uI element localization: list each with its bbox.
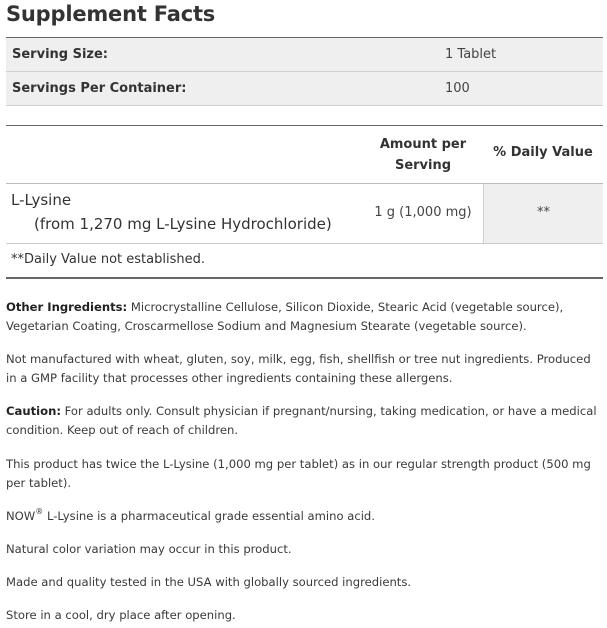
serving-size-value: 1 Tablet [445, 47, 497, 62]
strength-statement: This product has twice the L-Lysine (1,000 mg per tablet) as in our regular strength product (500 mg per tablet). [6, 457, 591, 490]
supplement-facts-table [6, 125, 603, 279]
other-ingredients-text: Microcrystalline Cellulose, Silicon Dioxide, Stearic Acid (vegetable source), Vegetarian Coating, Croscarmellose Sodium and Magnesium Stearate (vegetable source). [6, 300, 564, 333]
caution-text: For adults only. Consult physician if pregnant/nursing, taking medication, or have a medical condition. Keep out of reach of children. [6, 404, 597, 437]
ingredient-source: (from 1,270 mg L-Lysine Hydrochloride) [34, 215, 332, 233]
page-title: Supplement Facts [6, 2, 216, 26]
serving-size-label: Serving Size: [12, 47, 109, 62]
other-ingredients [6, 298, 603, 336]
allergen-statement: Not manufactured with wheat, gluten, soy, milk, egg, fish, shellfish or tree nut ingredients. Produced in a GMP facility that processes other ingredients containing these allergens. [6, 352, 591, 385]
daily-value: ** [537, 205, 550, 220]
servings-per-container-value: 100 [445, 81, 470, 96]
storage-note: Store in a cool, dry place after opening. [6, 608, 236, 622]
grade-statement [6, 507, 603, 526]
amount-header-line-2: Serving [394, 158, 452, 173]
amount-per-serving-header [363, 134, 483, 176]
daily-value-cell [483, 184, 603, 243]
table-row [6, 184, 603, 244]
caution-statement [6, 402, 603, 440]
serving-size-row [6, 38, 603, 72]
caution-label: Caution: [6, 404, 61, 418]
ingredient-amount: 1 g (1,000 mg) [374, 205, 472, 220]
registered-mark: ® [35, 507, 44, 517]
brand-name: NOW [6, 509, 36, 523]
servings-per-container-row [6, 72, 603, 106]
made-in-usa-note: Made and quality tested in the USA with globally sourced ingredients. [6, 575, 412, 589]
ingredient-name: L-Lysine [11, 191, 72, 209]
facts-header-row [6, 126, 603, 184]
color-variation-note: Natural color variation may occur in this product. [6, 542, 292, 556]
grade-text: L-Lysine is a pharmaceutical grade essential amino acid. [46, 509, 375, 523]
daily-value-header: % Daily Value [493, 145, 593, 160]
servings-per-container-label: Servings Per Container: [12, 81, 187, 96]
amount-header-line-1: Amount per [379, 137, 467, 152]
facts-footnote-row [6, 244, 603, 279]
daily-value-footnote: **Daily Value not established. [11, 252, 205, 267]
other-ingredients-label: Other Ingredients: [6, 300, 128, 314]
serving-info-table [6, 37, 603, 106]
